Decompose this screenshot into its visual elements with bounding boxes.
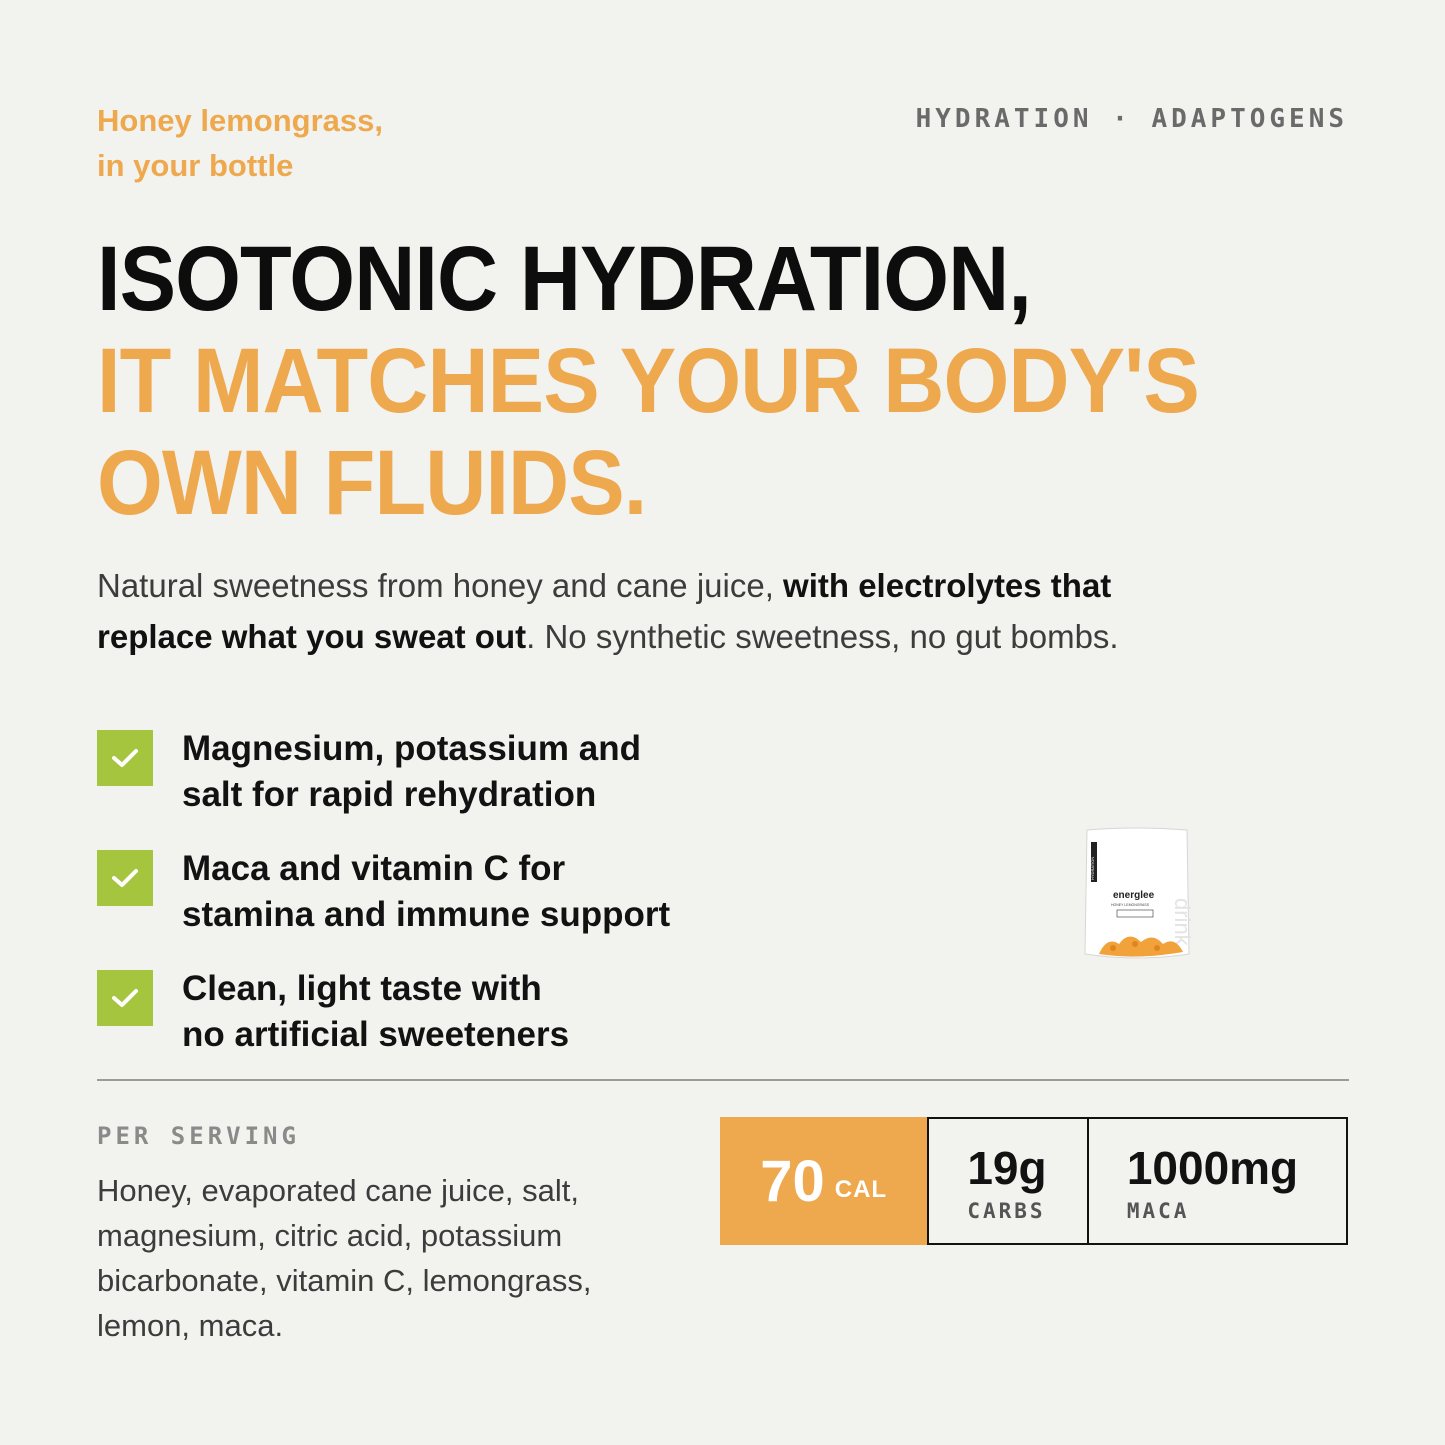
pack-brand: energlee [1113,890,1155,901]
pack-flavor: HONEY LEMONGRASS [1111,903,1150,907]
intro-paragraph [97,560,1127,662]
benefit-text [182,966,742,1058]
pack-side-label: HYDRATION [1090,856,1095,880]
benefit-line: Clean, light taste with [182,969,542,1008]
headline-line-3: OWN FLUIDS. [97,432,647,534]
section-divider [97,1079,1349,1081]
maca-stat [1087,1117,1348,1245]
headline [97,228,1247,534]
calories-value: 70 [760,1148,825,1214]
benefit-line: stamina and immune support [182,895,671,934]
per-serving-label: PER SERVING [97,1122,300,1150]
carbs-value: 19g [967,1142,1047,1194]
maca-label: MACA [1126,1199,1190,1223]
nutrition-stats [720,1117,1348,1245]
intro-bold: with electrolytes that replace what you sweat out [97,567,1112,655]
check-icon [97,970,153,1026]
carbs-label: CARBS [967,1199,1046,1223]
intro-text-2: . No synthetic sweetness, no gut bombs. [526,618,1119,655]
headline-line-2: IT MATCHES YOUR BODY'S [97,330,1199,432]
calories-unit: CAL [834,1176,888,1203]
check-icon [97,730,153,786]
headline-line-1: ISOTONIC HYDRATION, [97,228,1031,330]
eyebrow [97,98,383,188]
benefit-line: salt for rapid rehydration [182,775,597,814]
product-pack-image [1083,826,1195,962]
benefit-text [182,726,742,818]
eyebrow-line-2: in your bottle [97,148,294,183]
benefit-line: Magnesium, potassium and [182,729,641,768]
benefit-line: no artificial sweeteners [182,1015,570,1054]
maca-value: 1000mg [1126,1142,1299,1194]
ingredients-text: Honey, evaporated cane juice, salt, magnesium, citric acid, potassium bicarbonate, vitamin C, lemongrass, lemon, maca. [97,1173,592,1343]
eyebrow-line-1: Honey lemongrass, [97,103,383,138]
pack-vertical-word: drink [1170,898,1195,946]
benefit-line: Maca and vitamin C for [182,849,566,888]
check-icon [97,850,153,906]
category-tags: HYDRATION · ADAPTOGENS [915,104,1348,134]
carbs-stat [927,1117,1087,1245]
intro-text-1: Natural sweetness from honey and cane juice, [97,567,784,604]
benefit-text [182,846,742,938]
calories-stat [720,1117,927,1245]
